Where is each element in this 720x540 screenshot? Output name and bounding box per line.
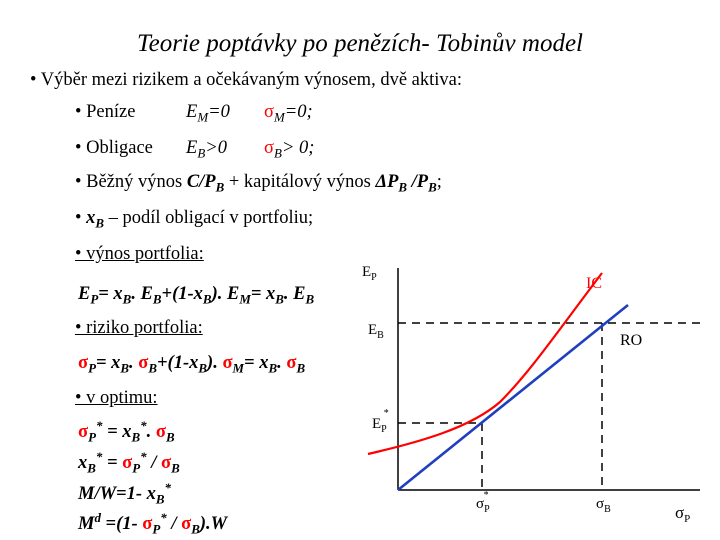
yield-bullet: • Běžný výnos $C/P_B$ + kapitálový výnos $\Delta P_B$ $/P_B$; (75, 172, 442, 195)
optimum-formula-4: $M^d =(1-$ $\sigma_P^* / \sigma_B).W$ (78, 509, 228, 537)
money-return: $E_M=0$ (186, 102, 230, 125)
ic-curve (368, 273, 602, 454)
optimum-bullet: • v optimu: (75, 388, 158, 408)
sb-label: $\sigma_B$ (596, 496, 611, 515)
x-axis-label: $\sigma_P$ (675, 503, 691, 525)
sp-star-label: $\sigma_P*$ (476, 490, 490, 515)
optimum-formula-2: $x_B^* = \sigma_P^* / \sigma_B$ (78, 448, 180, 476)
slide-title: Teorie poptávky po penězích- Tobinův model (137, 30, 583, 57)
y-axis-label: $E_P$ (362, 264, 377, 283)
ep-star-label: $E_P*$ (372, 408, 389, 435)
portfolio-risk-bullet: • riziko portfolia: (75, 318, 203, 338)
intro-text: • Výběr mezi rizikem a očekávaným výnosem, dvě aktiva: (30, 70, 463, 90)
bonds-risk: $\sigma_B> 0$; (264, 138, 315, 161)
portfolio-return-formula: $E_P= x_B$. $E_B+(1-x_B)$. $E_M= x_B$. $E_B$ (78, 284, 315, 307)
eb-label: $E_B$ (368, 322, 384, 341)
bonds-return: $E_B>0$ (186, 138, 227, 161)
optimum-formula-3: M/W=1- $x_B^*$ (78, 479, 171, 507)
optimum-formula-1: $\sigma_P^* = x_B^*$. $\sigma_B$ (78, 417, 175, 445)
asset-bonds-label: • Obligace (75, 138, 153, 158)
asset-money-label: • Peníze (75, 102, 136, 122)
ro-line (398, 305, 628, 490)
share-bullet: • $x_B$ – podíl obligací v portfoliu; (75, 208, 314, 231)
ic-label: IC (586, 275, 602, 292)
ro-label: RO (620, 332, 643, 349)
portfolio-return-bullet: • výnos portfolia: (75, 244, 204, 264)
money-risk: $\sigma_M=0$; (264, 102, 313, 125)
portfolio-risk-formula: $\sigma_P= x_B$. $\sigma_B+(1-x_B)$. $\sigma_M= x_B$. $\sigma_B$ (78, 353, 306, 376)
